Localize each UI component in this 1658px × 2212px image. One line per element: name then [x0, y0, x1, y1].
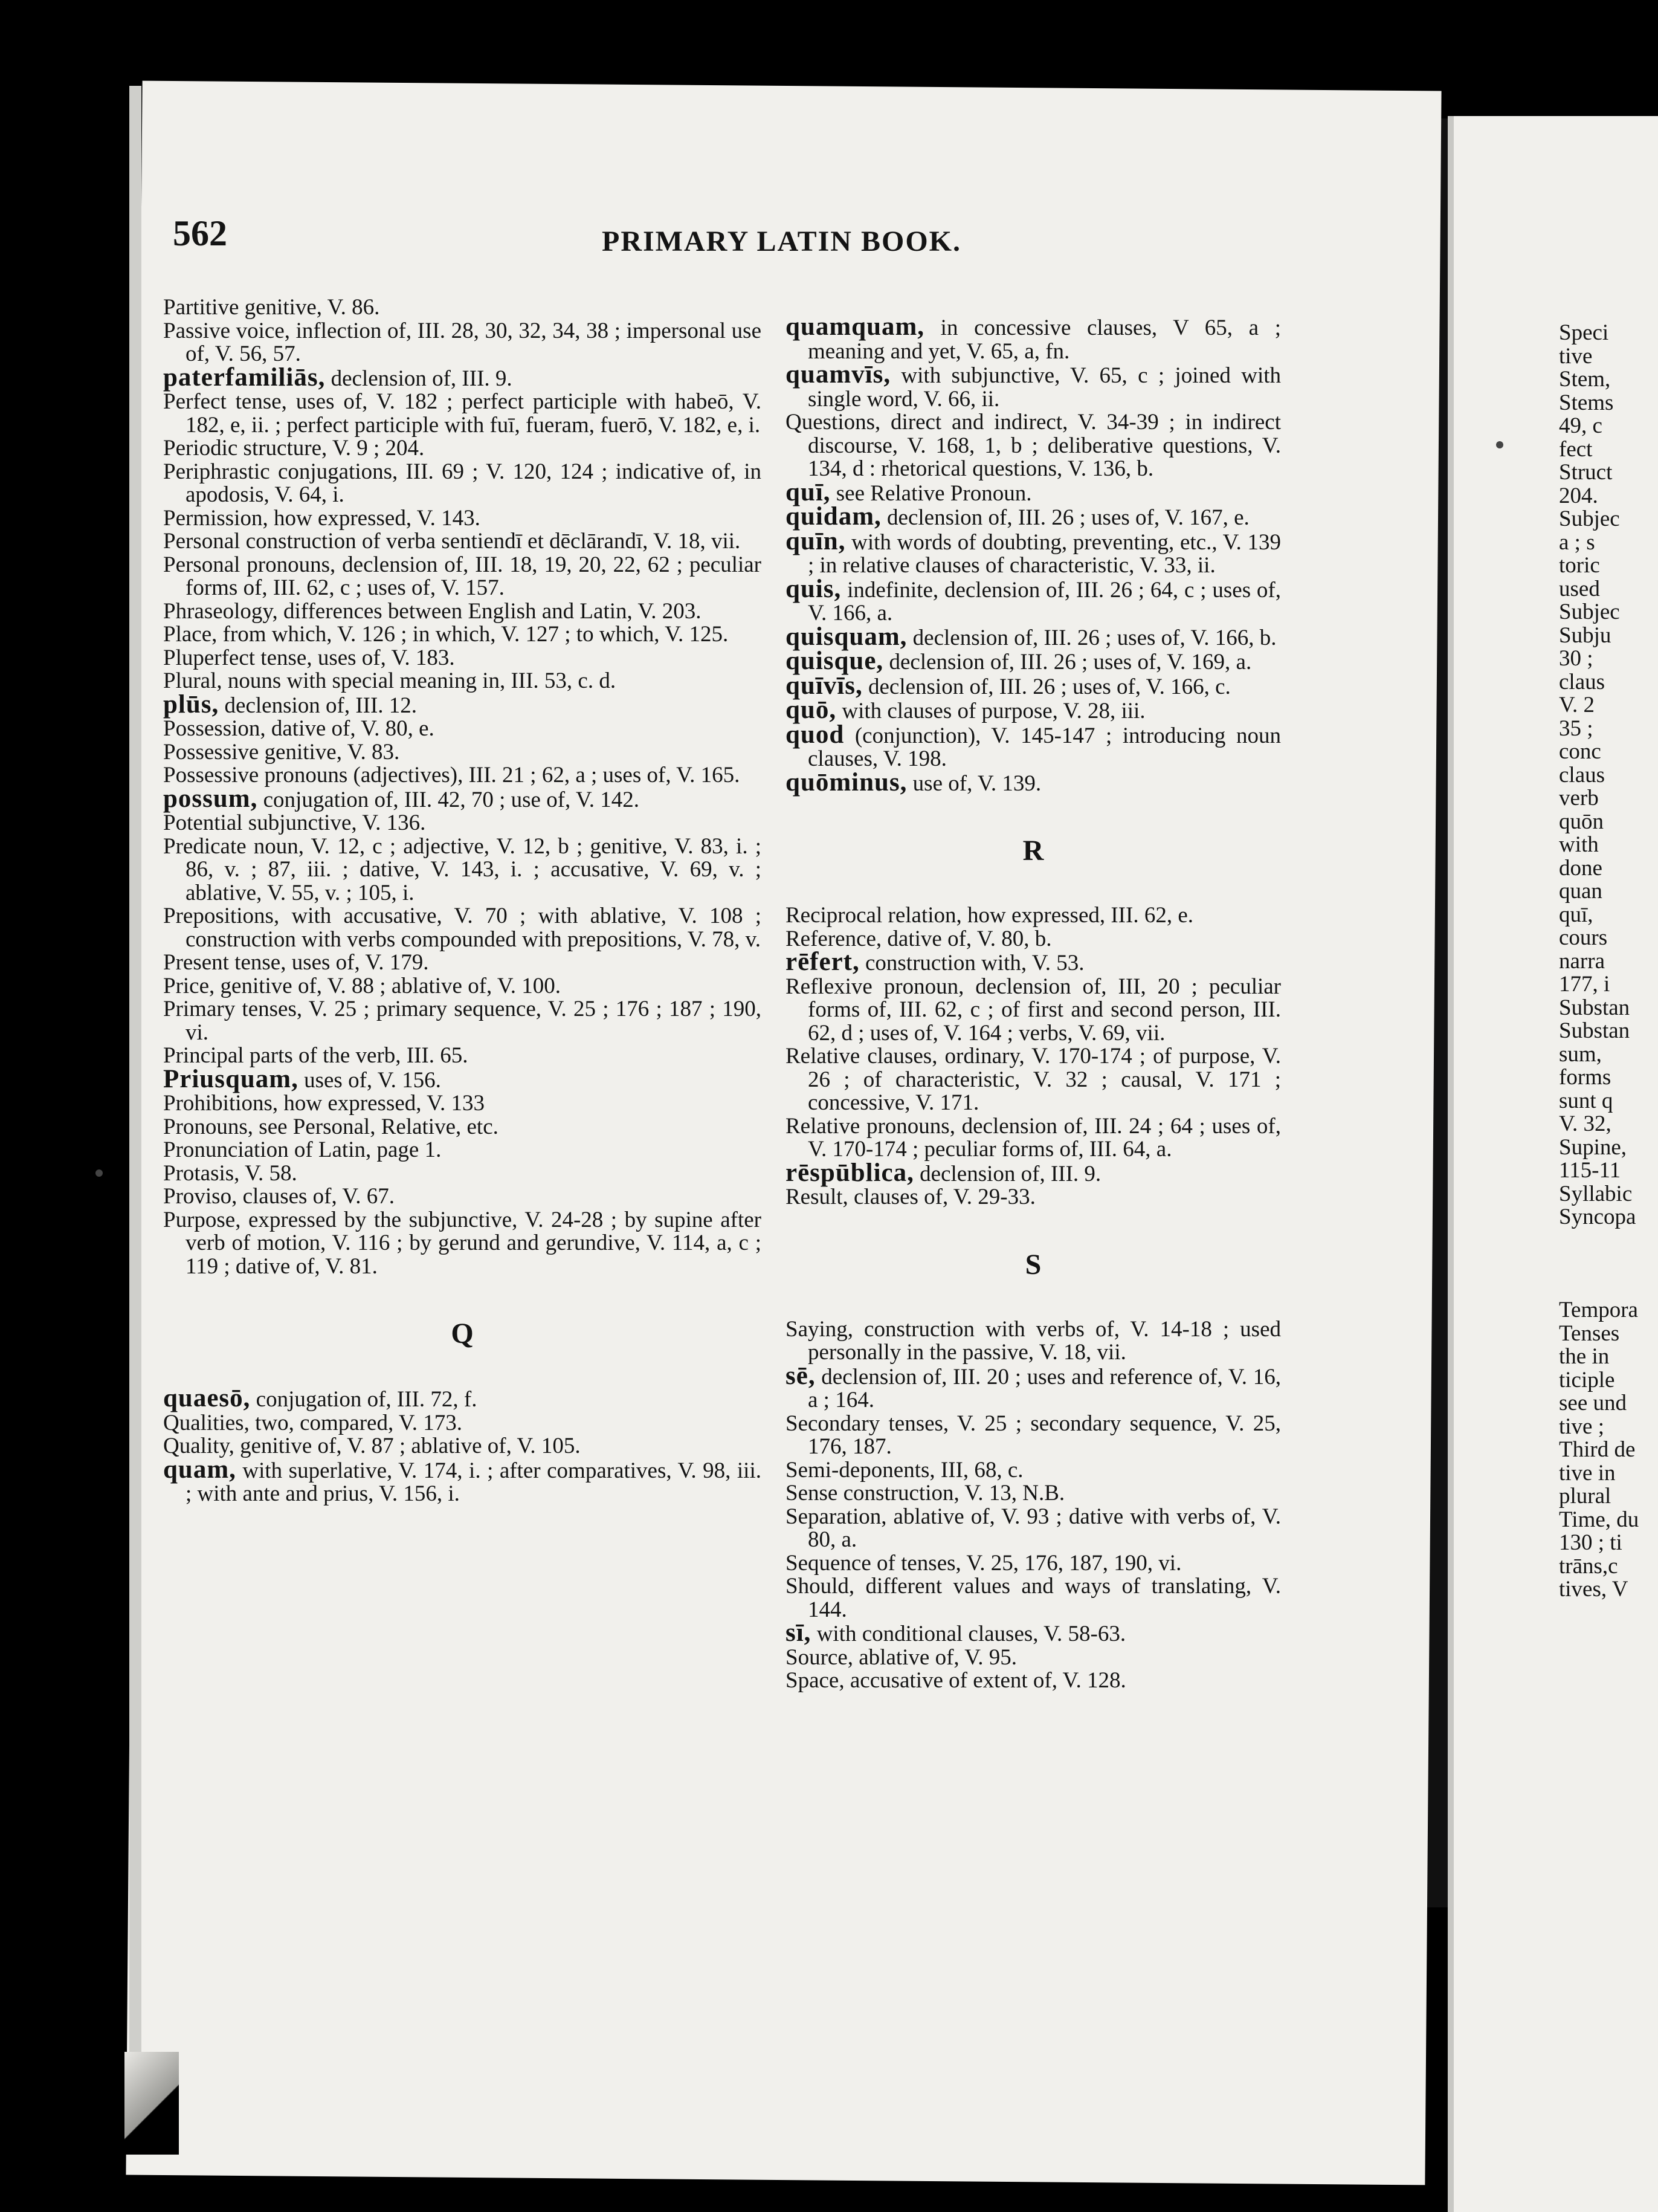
index-entry-headword: plūs,	[163, 690, 219, 719]
index-entry-text: indefinite, declension of, III. 26 ; 64, c ; uses of, V. 166, a.	[808, 577, 1281, 626]
index-entry	[163, 1209, 761, 1279]
index-entry	[785, 574, 1281, 626]
index-entry-text: Relative clauses, ordinary, V. 170-174 ; of purpose, V. 26 ; of characteristic, V. 32 ; causal, V. 171 ; concessive, V. 171.	[785, 1044, 1281, 1115]
facing-page-text-fragments	[1559, 322, 1658, 1602]
index-entry	[785, 1669, 1281, 1693]
index-entry-text: Reflexive pronoun, declension of, III, 20 ; peculiar forms of, III. 62, c ; of first and second person, III. 62, d ; uses of, V. 164 ; verbs, V. 69, vii.	[785, 974, 1281, 1046]
facing-page-fragment	[1559, 1276, 1658, 1299]
index-entry	[163, 905, 761, 951]
facing-page-fragment: trāns,c	[1559, 1553, 1618, 1579]
index-entry	[163, 835, 761, 905]
facing-page-fragment: done	[1559, 855, 1602, 881]
index-entry	[163, 1092, 761, 1116]
index-entry	[163, 507, 761, 531]
index-entry	[163, 530, 761, 554]
index-entry	[785, 975, 1281, 1046]
index-entry	[163, 1455, 761, 1506]
index-entry	[163, 784, 761, 813]
facing-page-fragment: tive	[1559, 343, 1593, 369]
index-entry	[163, 1435, 761, 1458]
index-entry	[163, 363, 761, 392]
facing-page-fragment: Struct	[1559, 460, 1613, 485]
index-entry	[785, 1115, 1281, 1162]
index-entry-text: Passive voice, inflection of, III. 28, 30, 32, 34, 38 ; impersonal use of, V. 56, 57.	[163, 318, 761, 366]
index-entry	[163, 461, 761, 507]
index-entry-text: Periphrastic conjugations, III. 69 ; V. 120, 124 ; indicative of, in apodosis, V. 64, i.	[163, 459, 761, 507]
index-entry-text: Result, clauses of, V. 29-33.	[785, 1185, 1036, 1209]
index-entry	[163, 437, 761, 461]
index-entry-headword: quam,	[163, 1455, 236, 1484]
index-entry-text: Plural, nouns with special meaning in, III. 53, c. d.	[163, 668, 616, 693]
index-entry-headword: rēfert,	[785, 948, 860, 976]
facing-page-fragment: toric	[1559, 553, 1600, 578]
index-entry-text: Phraseology, differences between English and Latin, V. 203.	[163, 598, 702, 624]
facing-page-fragment: narra	[1559, 948, 1605, 974]
section-letter: Q	[451, 1318, 474, 1350]
index-entry-headword: quamquam,	[785, 312, 925, 341]
index-entry	[163, 812, 761, 835]
index-entry	[163, 1162, 761, 1186]
index-entry-text: declension of, III. 26 ; uses of, V. 166, c.	[862, 674, 1231, 699]
index-entry	[163, 951, 761, 975]
index-entry	[163, 741, 761, 765]
facing-page-fragment: tive ;	[1559, 1414, 1605, 1439]
index-entry-headword: paterfamiliās,	[163, 363, 326, 392]
facing-page-fragment: Syncopa	[1559, 1205, 1636, 1229]
index-entry-headword: quis,	[785, 574, 842, 603]
facing-page-fragment: sum,	[1559, 1041, 1602, 1067]
facing-page-fragment: tives, V	[1559, 1577, 1628, 1602]
index-entry	[785, 502, 1281, 531]
facing-page-fragment: Subjec	[1559, 506, 1620, 531]
facing-page-fragment: Supine,	[1559, 1134, 1627, 1160]
index-entry-text: Permission, how expressed, V. 143.	[163, 505, 480, 531]
index-entry-text: with clauses of purpose, V. 28, iii.	[836, 699, 1146, 723]
index-entry	[163, 998, 761, 1044]
section-letter: R	[1022, 835, 1044, 867]
facing-page-fragment: 30 ;	[1559, 646, 1593, 671]
index-entry-text: Saying, construction with verbs of, V. 14-18 ; used personally in the passive, V. 18, vii.	[785, 1316, 1281, 1365]
facing-page-fold	[1448, 116, 1454, 2212]
index-entry	[785, 1318, 1281, 1365]
index-entry-text: Purpose, expressed by the subjunctive, V. 24-28 ; by supine after verb of motion, V. 116 ; by gerund and gerundive, V. 114, a, c ; 119 ; dative of, V. 81.	[163, 1207, 761, 1279]
index-entry	[163, 1116, 761, 1139]
index-entry	[163, 1185, 761, 1209]
index-entry-text: Periodic structure, V. 9 ; 204.	[163, 436, 425, 461]
index-entry-headword: quod	[785, 720, 845, 749]
index-entry-text: Relative pronouns, declension of, III. 24 ; 64 ; uses of, V. 170-174 ; peculiar forms of, III. 64, a.	[785, 1113, 1281, 1162]
speck-mark	[95, 1169, 103, 1177]
index-entry-headword: quisquam,	[785, 622, 908, 651]
index-entry	[785, 1552, 1281, 1576]
index-entry-text: Prohibitions, how expressed, V. 133	[163, 1091, 485, 1116]
facing-page-fragment: used	[1559, 576, 1600, 601]
index-entry-text: with subjunctive, V. 65, c ; joined with single word, V. 66, ii.	[808, 363, 1281, 412]
index-entry-headword: quōminus,	[785, 768, 908, 797]
index-entry-text: Prepositions, with accusative, V. 70 ; with ablative, V. 108 ; construction with verbs compounded with prepositions, V. 78, v.	[163, 904, 761, 952]
facing-page-fragment: ticiple	[1559, 1367, 1615, 1392]
index-entry-headword: Priusquam,	[163, 1064, 298, 1093]
index-entry-text: declension of, III. 9.	[325, 366, 512, 391]
index-entry	[785, 1158, 1281, 1187]
index-entry	[163, 1064, 761, 1093]
facing-page-fragment: 130 ; ti	[1559, 1530, 1622, 1555]
index-entry	[785, 1646, 1281, 1670]
index-entry-headword: quō,	[785, 696, 837, 724]
index-entry	[163, 975, 761, 998]
index-entry	[785, 360, 1281, 412]
facing-page-fragment: V. 32,	[1559, 1111, 1611, 1136]
facing-page-fragment: plural	[1559, 1484, 1611, 1509]
index-entry	[785, 696, 1281, 724]
index-entry-text: Present tense, uses of, V. 179.	[163, 950, 429, 975]
index-entry	[163, 1412, 761, 1435]
facing-page-fragment: verb	[1559, 786, 1599, 810]
facing-page-fragment: Speci	[1559, 322, 1609, 345]
index-entry-text: Pluperfect tense, uses of, V. 183.	[163, 645, 455, 670]
index-entry-text: Semi-deponents, III, 68, c.	[785, 1457, 1024, 1483]
index-entry-text: declension of, III. 20 ; uses and reference of, V. 16, a ; 164.	[808, 1364, 1281, 1412]
facing-page-fragment: cours	[1559, 925, 1608, 950]
index-entry-headword: quīn,	[785, 526, 846, 555]
index-column-middle	[785, 312, 1281, 1693]
index-entry	[785, 948, 1281, 976]
facing-page-fragment: V. 2	[1559, 693, 1595, 717]
facing-page-fragment: Subju	[1559, 623, 1611, 648]
facing-page-fragment: Substan	[1559, 1018, 1630, 1043]
index-entry	[785, 1361, 1281, 1412]
facing-page-fragment: Third de	[1559, 1437, 1636, 1462]
index-entry-text: Protasis, V. 58.	[163, 1160, 297, 1186]
facing-page-fragment: quī,	[1559, 902, 1593, 927]
facing-page-fragment: claus	[1559, 669, 1605, 694]
index-entry-text: conjugation of, III. 42, 70 ; use of, V. 142.	[257, 787, 640, 812]
index-entry	[785, 1619, 1281, 1647]
index-entry-headword: quisque,	[785, 647, 884, 675]
index-entry-headword: quaesō,	[163, 1384, 251, 1412]
facing-page-fragment: Stems	[1559, 390, 1614, 415]
facing-page-fragment: with	[1559, 832, 1599, 857]
facing-page-fragment	[1559, 1229, 1658, 1253]
index-entry	[785, 1412, 1281, 1459]
index-entry-text: Possession, dative of, V. 80, e.	[163, 716, 434, 741]
section-letter: S	[1025, 1248, 1042, 1281]
index-entry	[785, 411, 1281, 481]
index-entry-text: Personal pronouns, declension of, III. 18, 19, 20, 22, 62 ; peculiar forms of, III. 62, c ; uses of, V. 157.	[163, 552, 761, 600]
index-entry	[785, 477, 1281, 506]
page-binding-edge	[129, 86, 141, 2080]
index-entry-headword: sē,	[785, 1361, 816, 1390]
index-entry-text: Predicate noun, V. 12, c ; adjective, V. 12, b ; genitive, V. 83, i. ; 86, v. ; 87, iii. ; dative, V. 143, i. ; accusative, V. 69, v. ; ablative, V. 55, v. ; 105, i.	[163, 833, 761, 905]
index-entry	[785, 720, 1281, 771]
index-entry-headword: quīvīs,	[785, 671, 863, 700]
index-entry-text: with words of doubting, preventing, etc., V. 139 ; in relative clauses of characteristic, V. 33, ii.	[808, 529, 1281, 578]
index-entry-text: Principal parts of the verb, III. 65.	[163, 1043, 468, 1068]
index-entry-text: Qualities, two, compared, V. 173.	[163, 1410, 462, 1435]
index-entry-text: Place, from which, V. 126 ; in which, V. 127 ; to which, V. 125.	[163, 622, 729, 647]
index-entry-text: Pronunciation of Latin, page 1.	[163, 1137, 442, 1162]
running-head: PRIMARY LATIN BOOK.	[602, 225, 961, 257]
facing-page-fragment: Stem,	[1559, 367, 1611, 392]
index-entry-text: see Relative Pronoun.	[830, 480, 1032, 506]
facing-page-fragment: conc	[1559, 739, 1601, 764]
index-entry-text: Questions, direct and indirect, V. 34-39 ; in indirect discourse, V. 168, 1, b ; deliberative questions, V. 134, d : rhetorical questions, V. 136, b.	[785, 410, 1281, 481]
index-entry	[163, 320, 761, 366]
index-entry	[785, 622, 1281, 651]
index-entry-text: Possessive genitive, V. 83.	[163, 739, 400, 765]
index-entry	[785, 312, 1281, 364]
index-column-left	[163, 296, 761, 1506]
index-entry	[785, 671, 1281, 700]
facing-page-fragment: see und	[1559, 1391, 1627, 1415]
index-entry	[163, 1384, 761, 1412]
facing-page-fragment: Substan	[1559, 995, 1630, 1020]
index-entry	[785, 1186, 1281, 1209]
index-entry-headword: quī,	[785, 477, 831, 506]
index-entry	[163, 390, 761, 437]
index-entry-text: in concessive clauses, V 65, a ; meaning and yet, V. 65, a, fn.	[808, 315, 1281, 364]
index-entry	[785, 647, 1281, 675]
index-entry-text: Source, ablative of, V. 95.	[785, 1644, 1017, 1670]
index-entry-text: Sense construction, V. 13, N.B.	[785, 1481, 1065, 1505]
index-entry-text: Possessive pronouns (adjectives), III. 21 ; 62, a ; uses of, V. 165.	[163, 763, 740, 787]
index-entry-text: Partitive genitive, V. 86.	[163, 295, 380, 320]
index-entry	[785, 526, 1281, 578]
facing-page-fragment: 49, c	[1559, 413, 1602, 438]
index-entry-text: Proviso, clauses of, V. 67.	[163, 1184, 395, 1209]
index-entry-text: use of, V. 139.	[907, 771, 1042, 796]
index-entry	[785, 768, 1281, 797]
facing-page-fragment: the in	[1559, 1344, 1610, 1369]
index-entry-text: Potential subjunctive, V. 136.	[163, 810, 426, 835]
facing-page-fragment: 35 ;	[1559, 716, 1593, 741]
facing-page-fragment: Time, du	[1559, 1507, 1639, 1532]
facing-page-fragment	[1559, 1252, 1658, 1276]
index-entry	[785, 1505, 1281, 1552]
index-entry-text: with conditional clauses, V. 58-63.	[811, 1622, 1126, 1646]
index-entry-headword: possum,	[163, 784, 258, 813]
index-entry-text: Personal construction of verba sentiendī et dēclārandī, V. 18, vii.	[163, 529, 741, 554]
index-entry-text: Space, accusative of extent of, V. 128.	[785, 1668, 1126, 1693]
index-entry-headword: rēspūblica,	[785, 1158, 914, 1187]
facing-page-fragment: 204.	[1559, 483, 1598, 508]
facing-page-fragment: forms	[1559, 1065, 1611, 1090]
facing-page-fragment: sunt q	[1559, 1088, 1613, 1113]
index-entry-text: (conjunction), V. 145-147 ; introducing noun clauses, V. 198.	[808, 723, 1281, 771]
index-entry	[785, 1045, 1281, 1115]
index-entry	[163, 647, 761, 670]
facing-page-fragment: Tempora	[1559, 1298, 1638, 1322]
facing-page-fragment: Subjec	[1559, 600, 1620, 624]
index-entry-text: Should, different values and ways of translating, V. 144.	[785, 1574, 1281, 1622]
page-corner-fold	[124, 2052, 179, 2155]
index-entry	[163, 554, 761, 600]
index-entry	[163, 623, 761, 647]
index-entry-text: declension of, III. 26 ; uses of, V. 169, a.	[883, 650, 1252, 674]
index-entry-text: Sequence of tenses, V. 25, 176, 187, 190, vi.	[785, 1550, 1182, 1576]
index-entry-text: uses of, V. 156.	[298, 1067, 441, 1093]
facing-page-fragment: tive in	[1559, 1460, 1616, 1486]
index-entry-text: conjugation of, III. 72, f.	[250, 1387, 477, 1412]
index-entry-text: Separation, ablative of, V. 93 ; dative with verbs of, V. 80, a.	[785, 1504, 1281, 1552]
index-entry	[785, 1575, 1281, 1622]
index-entry	[785, 928, 1281, 951]
index-entry-text: Primary tenses, V. 25 ; primary sequence, V. 25 ; 176 ; 187 ; 190, vi.	[163, 997, 761, 1045]
index-entry	[163, 690, 761, 719]
index-entry	[785, 1482, 1281, 1505]
facing-page-fragment: fect	[1559, 436, 1593, 462]
page-number: 562	[173, 213, 227, 253]
facing-page-fragment: claus	[1559, 762, 1605, 787]
index-entry-text: declension of, III. 9.	[914, 1161, 1102, 1186]
index-entry-text: Quality, genitive of, V. 87 ; ablative of, V. 105.	[163, 1434, 581, 1458]
facing-page-fragment: quōn	[1559, 809, 1604, 834]
index-entry-headword: sī,	[785, 1619, 811, 1647]
index-entry-text: Pronouns, see Personal, Relative, etc.	[163, 1114, 498, 1139]
facing-page-fragment: a ; s	[1559, 529, 1595, 555]
index-entry-text: declension of, III. 26 ; uses of, V. 167, e.	[881, 505, 1250, 530]
index-entry-text: Price, genitive of, V. 88 ; ablative of, V. 100.	[163, 973, 561, 998]
index-entry-text: Reciprocal relation, how expressed, III. 62, e.	[785, 903, 1193, 928]
facing-page-fragment: Syllabic	[1559, 1181, 1633, 1206]
index-entry	[163, 670, 761, 693]
facing-page-fragment: 177, i	[1559, 972, 1610, 997]
index-entry-text: construction with, V. 53.	[859, 951, 1085, 975]
index-entry-text: declension of, III. 26 ; uses of, V. 166, b.	[907, 625, 1277, 650]
facing-page-fragment: Tenses	[1559, 1321, 1620, 1346]
speck-mark	[1496, 441, 1503, 448]
index-entry-text: Secondary tenses, V. 25 ; secondary sequence, V. 25, 176, 187.	[785, 1411, 1281, 1459]
index-entry-headword: quamvīs,	[785, 360, 891, 389]
index-entry	[163, 1139, 761, 1162]
index-entry-text: with superlative, V. 174, i. ; after comparatives, V. 98, iii. ; with ante and prius, V. 156, i.	[185, 1458, 761, 1506]
index-entry-text: declension of, III. 12.	[219, 693, 418, 718]
index-entry	[163, 717, 761, 741]
index-entry	[785, 1459, 1281, 1483]
index-entry-headword: quidam,	[785, 502, 882, 531]
index-entry-text: Perfect tense, uses of, V. 182 ; perfect participle with habeō, V. 182, e, ii. ; perfect participle with fuī, fueram, fuerō, V. 182, e, i.	[163, 389, 761, 438]
index-entry	[163, 600, 761, 624]
facing-page-fragment: quan	[1559, 879, 1602, 904]
index-entry	[785, 904, 1281, 928]
index-entry	[163, 296, 761, 320]
facing-page-fragment: 115-11	[1559, 1158, 1621, 1183]
index-entry-text: Reference, dative of, V. 80, b.	[785, 926, 1052, 951]
